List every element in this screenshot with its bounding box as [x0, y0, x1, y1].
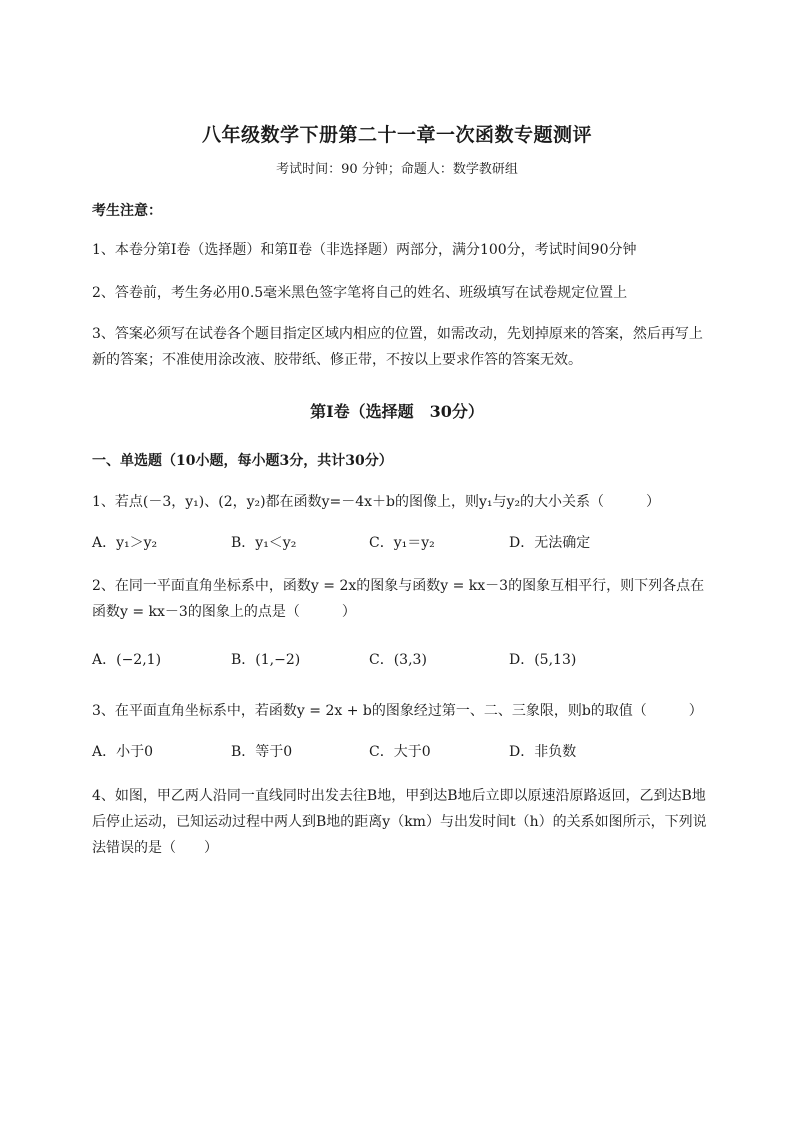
question-2-option-a[interactable]: A．(−2,1)	[92, 652, 162, 668]
notice-item-1: 1、本卷分第Ⅰ卷（选择题）和第Ⅱ卷（非选择题）两部分，满分100分，考试时间90分钟	[92, 242, 637, 258]
question-3-option-a[interactable]: A．小于0	[92, 744, 154, 760]
question-3-text: 3、在平面直角坐标系中，若函数y = 2x + b的图象经过第一、二、三象限，则b的取值（ ）	[92, 703, 703, 719]
question-2-option-c[interactable]: C．(3,3)	[369, 652, 427, 668]
question-1-options	[92, 532, 710, 556]
question-3-option-b[interactable]: B．等于0	[231, 744, 293, 760]
notice-item-2: 2、答卷前，考生务必用0.5毫米黑色签字笔将自己的姓名、班级填写在试卷规定位置上	[92, 285, 628, 301]
question-1-text: 1、若点(－3，y₁)、(2，y₂)都在函数y=－4x＋b的图像上，则y₁与y₂的大小关系（ ）	[92, 494, 661, 510]
question-2-text: 2、在同一平面直角坐标系中，函数y = 2x的图象与函数y = kx－3的图象互相平行，则下列各点在函数y = kx－3的图象上的点是（ ）	[92, 578, 705, 620]
notice-item-3: 3、答案必须写在试卷各个题目指定区域内相应的位置，如需改动，先划掉原来的答案，然后再写上新的答案；不准使用涂改液、胶带纸、修正带，不按以上要求作答的答案无效。	[92, 326, 703, 368]
question-1-option-c[interactable]: C．y₁＝y₂	[369, 535, 435, 551]
notice-heading: 考生注意：	[92, 203, 162, 219]
question-3-options	[92, 741, 710, 765]
question-2-option-b[interactable]: B．(1,−2)	[231, 652, 301, 668]
part-heading: 一、单选题（10小题，每小题3分，共计30分）	[92, 453, 393, 469]
page-title: 八年级数学下册第二十一章一次函数专题测评	[201, 124, 592, 146]
question-3-option-d[interactable]: D．非负数	[509, 744, 577, 760]
section-title: 第Ⅰ卷（选择题 30分）	[310, 402, 484, 421]
question-2-options	[92, 649, 710, 673]
question-2-option-d[interactable]: D．(5,13)	[509, 652, 577, 668]
question-3-option-c[interactable]: C．大于0	[369, 744, 431, 760]
question-1-option-d[interactable]: D．无法确定	[509, 535, 591, 551]
question-4-text: 4、如图，甲乙两人沿同一直线同时出发去往B地，甲到达B地后立即以原速沿原路返回，乙到达B地后停止运动，已知运动过程中两人到B地的距离y（km）与出发时间t（h）的关系如图所示，下列说法错误的是（ ）	[92, 788, 707, 856]
question-1-option-b[interactable]: B．y₁＜y₂	[231, 535, 297, 551]
exam-info: 考试时间：90 分钟；命题人：数学教研组	[276, 162, 518, 177]
question-1-option-a[interactable]: A．y₁＞y₂	[92, 535, 158, 551]
